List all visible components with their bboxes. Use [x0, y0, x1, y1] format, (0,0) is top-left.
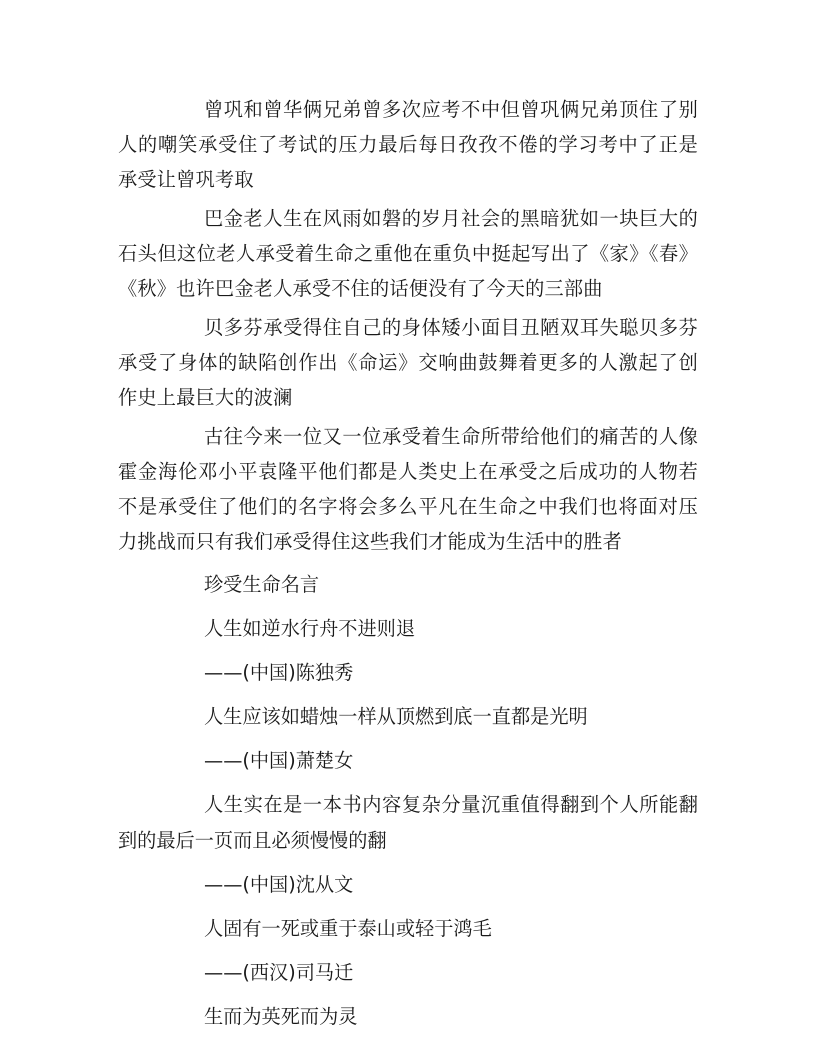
quotes-heading: 珍受生命名言: [204, 573, 320, 596]
paragraph-conclusion: 古往今来一位又一位承受着生命所带给他们的痛苦的人像霍金海伦邓小平袁隆平他们都是人类史上在承受之后成功的人物若不是承受住了他们的名字将会多么平凡在生命之中我们也将面对压力挑战而只有我们承受得住这些我们才能成为生活中的胜者: [118, 425, 698, 553]
quote-author: ——(中国)陈独秀: [204, 661, 354, 684]
quote-text: 人生应该如蜡烛一样从顶燃到底一直都是光明: [204, 705, 588, 728]
quote-text: 人固有一死或重于泰山或轻于鸿毛: [204, 917, 492, 940]
quote-author: ——(西汉)司马迁: [204, 961, 354, 984]
paragraph-beethoven: 贝多芬承受得住自己的身体矮小面目丑陋双耳失聪贝多芬承受了身体的缺陷创作出《命运》交响曲鼓舞着更多的人激起了创作史上最巨大的波澜: [118, 316, 698, 409]
quote-text: 生而为英死而为灵: [204, 1005, 358, 1028]
quote-text: 人生如逆水行舟不进则退: [204, 617, 416, 640]
quote-author: ——(中国)萧楚女: [204, 749, 354, 772]
quote-author: ——(中国)沈从文: [204, 873, 354, 896]
paragraph-ba-jin: 巴金老人生在风雨如磐的岁月社会的黑暗犹如一块巨大的石头但这位老人承受着生命之重他在重负中挺起写出了《家》《春》《秋》也许巴金老人承受不住的话便没有了今天的三部曲: [118, 207, 698, 300]
quotes-section: [118, 563, 698, 1039]
paragraph-zeng-gong: 曾巩和曾华俩兄弟曾多次应考不中但曾巩俩兄弟顶住了别人的嘲笑承受住了考试的压力最后每日孜孜不倦的学习考中了正是承受让曾巩考取: [118, 98, 698, 191]
document-page: [118, 92, 698, 1039]
quote-text: 人生实在是一本书内容复杂分量沉重值得翻到个人所能翻到的最后一页而且必须慢慢的翻: [118, 793, 698, 852]
